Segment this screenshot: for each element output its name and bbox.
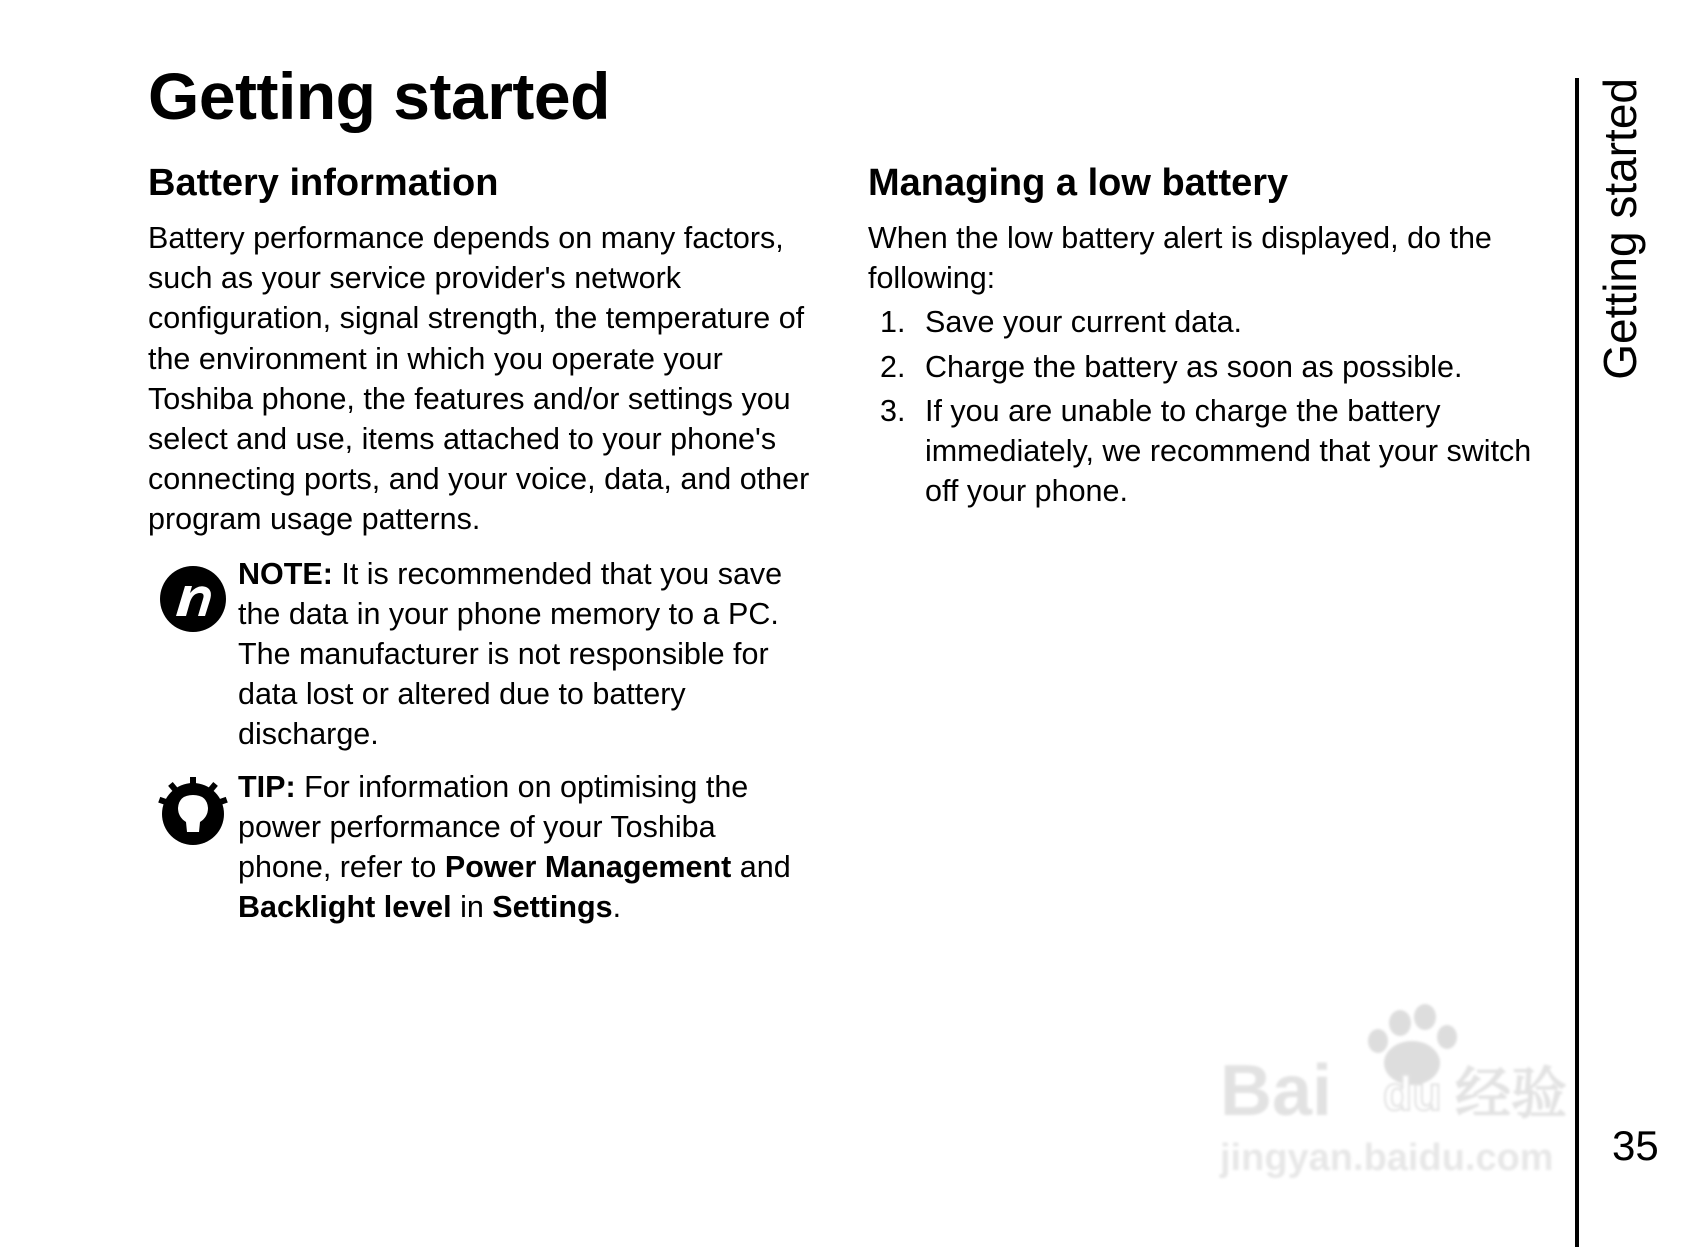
- note-text: [238, 554, 848, 755]
- settings-term: Settings: [492, 890, 613, 925]
- tip-text: [238, 767, 848, 928]
- tip-label: TIP:: [238, 769, 296, 804]
- step-text: If you are unable to charge the battery immediately, we recommend that your switch off your phone.: [925, 393, 1532, 509]
- tip-callout: [148, 767, 848, 928]
- step-number: 1.: [880, 305, 906, 340]
- tip-body-4: .: [612, 890, 622, 925]
- list-item: [868, 391, 1568, 512]
- side-tab: [1595, 78, 1645, 398]
- low-battery-intro: When the low battery alert is displayed, do the following:: [868, 221, 1492, 296]
- step-text: Charge the battery as soon as possible.: [925, 349, 1463, 384]
- tip-body-3: in: [451, 890, 493, 925]
- watermark-url: jingyan.baidu.com: [1220, 1137, 1554, 1179]
- step-number: 2.: [880, 349, 906, 384]
- tip-body-1: For information on optimising the power performance of your Toshiba phone, refer to: [238, 769, 749, 885]
- battery-information-section: [148, 158, 848, 927]
- page-number: 35: [1612, 1122, 1659, 1169]
- battery-information-heading: Battery information: [148, 162, 499, 204]
- low-battery-section: [868, 158, 1568, 515]
- note-icon: [158, 564, 228, 634]
- lightbulb-icon: [158, 777, 228, 847]
- step-text: Save your current data.: [925, 305, 1243, 340]
- tip-body-2: and: [739, 850, 791, 885]
- step-number: 3.: [880, 393, 906, 428]
- battery-information-paragraph: Battery performance depends on many factors, such as your service provider's network configuration, signal strength, the temperature of the environment in which you operate your Toshiba phone, the features and/or settings you select and use, items attached to your phone's connecting ports, and your voice, data, and other program usage patterns.: [148, 221, 810, 537]
- backlight-level-term: Backlight level: [238, 890, 452, 925]
- baidu-jingyan-watermark: [1210, 995, 1610, 1195]
- note-body: It is recommended that you save the data in your phone memory to a PC. The manufacturer is not responsible for data lost or altered due to battery discharge.: [238, 556, 783, 752]
- note-callout: [148, 554, 848, 755]
- watermark-cn: 经验: [1455, 1062, 1567, 1127]
- watermark-brand: Bai: [1220, 1051, 1333, 1131]
- list-item: [868, 302, 1568, 342]
- note-label: NOTE:: [238, 556, 333, 591]
- low-battery-steps: [868, 302, 1568, 511]
- power-management-term: Power Management: [444, 850, 732, 885]
- side-tab-label: Getting started: [1594, 78, 1646, 380]
- watermark-brand-2: du: [1383, 1068, 1442, 1121]
- page-title: Getting started: [148, 59, 610, 133]
- list-item: [868, 347, 1568, 387]
- low-battery-heading: Managing a low battery: [868, 162, 1289, 204]
